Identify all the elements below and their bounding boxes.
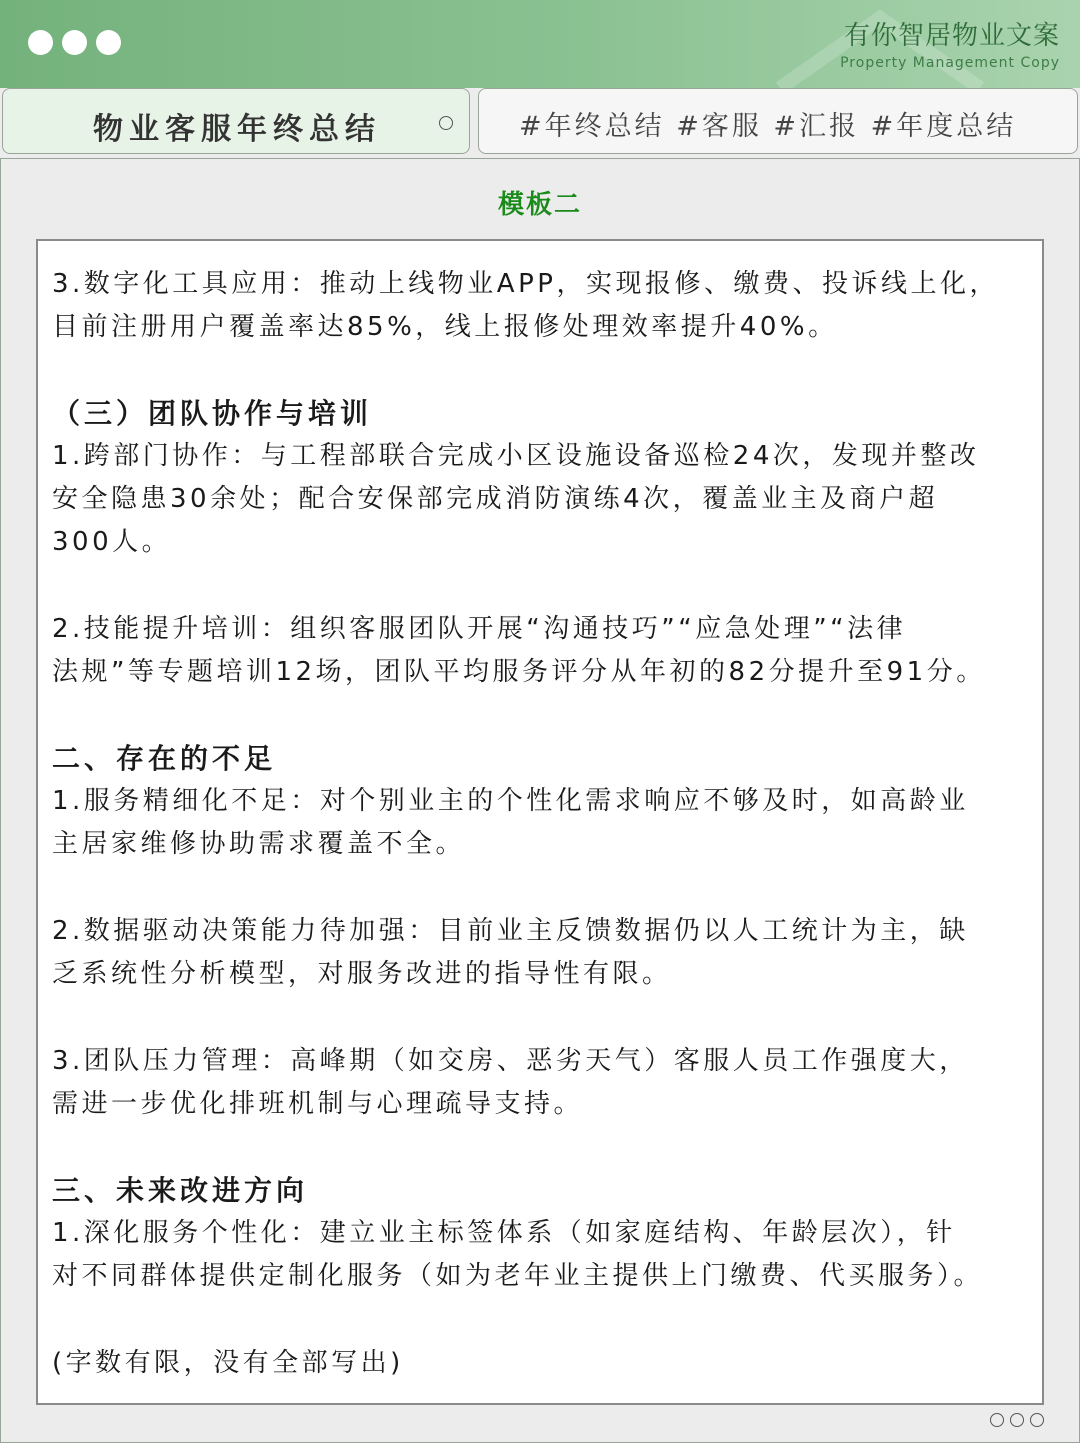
paragraph-line: 安全隐患30余处；配合安保部完成消防演练4次，覆盖业主及商户超 — [52, 484, 939, 514]
circle-icon — [1030, 1413, 1044, 1427]
brand-subtitle: Property Management Copy — [840, 55, 1060, 71]
document-body — [36, 239, 1044, 1405]
circle-icon — [990, 1413, 1004, 1427]
paragraph-line: 2.数据驱动决策能力待加强：目前业主反馈数据仍以人工统计为主，缺 — [52, 916, 969, 946]
section-heading: （三）团队协作与培训 — [52, 397, 373, 430]
paragraph-line: 3.团队压力管理：高峰期（如交房、恶劣天气）客服人员工作强度大， — [52, 1046, 969, 1076]
template-label: 模板二 — [497, 190, 582, 220]
section-heading: 二、存在的不足 — [52, 742, 277, 775]
brand-title: 有你智居物业文案 — [843, 21, 1060, 51]
tab-active-title[interactable] — [2, 88, 470, 154]
header-bar — [0, 0, 1080, 88]
paragraph-line: 1.服务精细化不足：对个别业主的个性化需求响应不够及时，如高龄业 — [52, 786, 969, 816]
circle-icon — [439, 116, 453, 130]
footnote: (字数有限，没有全部写出) — [52, 1348, 404, 1378]
paragraph-line: 1.跨部门协作：与工程部联合完成小区设施设备巡检24次，发现并整改 — [52, 441, 980, 471]
paragraph-line: 1.深化服务个性化：建立业主标签体系（如家庭结构、年龄层次），针 — [52, 1218, 956, 1248]
paragraph-line: 主居家维修协助需求覆盖不全。 — [52, 829, 466, 859]
tab-tags[interactable] — [478, 88, 1078, 154]
window-dots — [28, 30, 121, 55]
paragraph-line: 300人。 — [52, 527, 172, 557]
paragraph-line: 乏系统性分析模型，对服务改进的指导性有限。 — [52, 959, 672, 989]
paragraph-line: 目前注册用户覆盖率达85%，线上报修处理效率提升40%。 — [52, 312, 838, 342]
tab-title-text: 物业客服年终总结 — [93, 112, 381, 147]
dot-icon — [62, 30, 87, 55]
tags-text: #年终总结 #客服 #汇报 #年度总结 — [519, 111, 1017, 142]
paragraph-line: 对不同群体提供定制化服务（如为老年业主提供上门缴费、代买服务）。 — [52, 1261, 984, 1291]
paragraph-line: 3.数字化工具应用：推动上线物业APP，实现报修、缴费、投诉线上化， — [52, 269, 999, 299]
paragraph-line: 需进一步优化排班机制与心理疏导支持。 — [52, 1089, 584, 1119]
circle-icon — [1010, 1413, 1024, 1427]
paragraph-line: 法规”等专题培训12场，团队平均服务评分从年初的82分提升至91分。 — [52, 657, 986, 687]
section-heading: 三、未来改进方向 — [52, 1174, 309, 1207]
paragraph-line: 2.技能提升培训：组织客服团队开展“沟通技巧”“应急处理”“法律 — [52, 614, 907, 644]
dot-icon — [96, 30, 121, 55]
brand — [840, 20, 1060, 72]
dot-icon — [28, 30, 53, 55]
corner-dots — [990, 1413, 1044, 1427]
